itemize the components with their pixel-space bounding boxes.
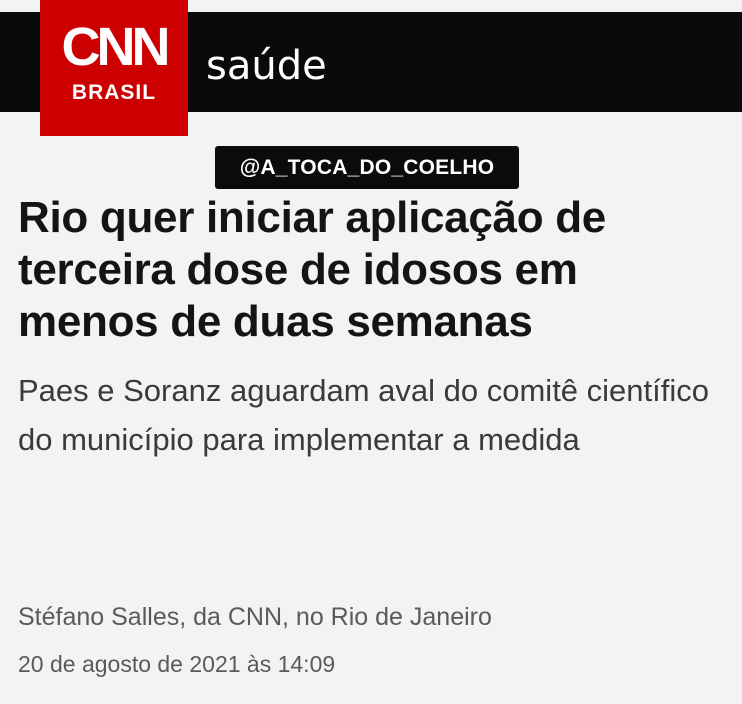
- article-byline: Stéfano Salles, da CNN, no Rio de Janeiro: [18, 603, 492, 631]
- section-name[interactable]: saúde: [206, 43, 327, 89]
- cnn-brasil-logo[interactable]: [40, 0, 188, 136]
- article-subheadline: Paes e Soranz aguardam aval do comitê científico do município para implementar a medida: [18, 373, 709, 457]
- watermark-badge: @A_TOCA_DO_COELHO: [215, 146, 519, 189]
- article-date: 20 de agosto de 2021 às 14:09: [18, 651, 336, 677]
- article-headline: Rio quer iniciar aplicação de terceira dose de idosos em menos de duas semanas: [18, 193, 606, 346]
- cnn-logo-mark: CNN: [61, 17, 167, 77]
- cnn-logo-subtitle: BRASIL: [71, 81, 157, 104]
